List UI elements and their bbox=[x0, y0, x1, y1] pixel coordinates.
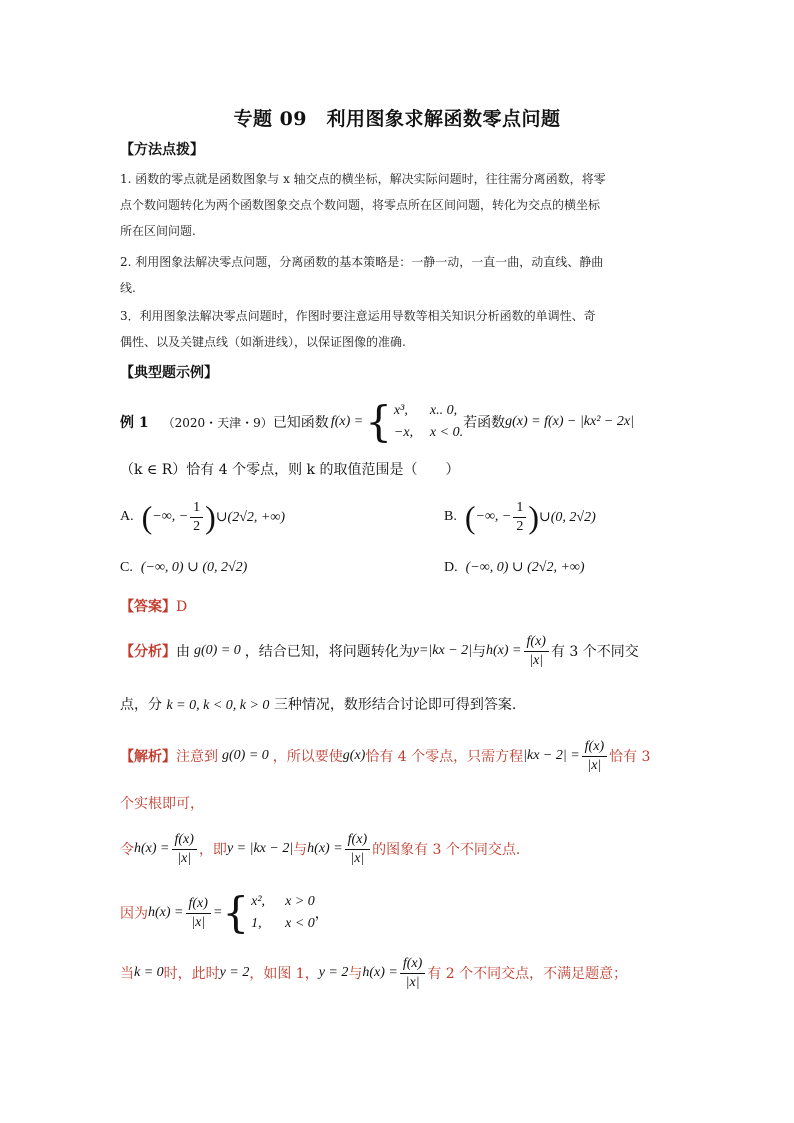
option-a-part2: ∪(2√2, +∞) bbox=[215, 509, 285, 525]
case2-cond: x < 0. bbox=[429, 425, 464, 440]
piecewise-cases bbox=[394, 400, 463, 444]
analysis-line2 bbox=[120, 694, 516, 714]
solution-l5-t2: 时，此时 bbox=[163, 966, 220, 982]
left-brace-2: { bbox=[222, 888, 250, 937]
solution-l5-m1: k = 0 bbox=[134, 965, 164, 980]
method-p3-line2: 偶性、以及关键点线（如渐进线），以保证图像的准确. bbox=[120, 335, 406, 349]
h-piecewise-cases bbox=[251, 891, 315, 935]
solution-l4-tail: ， bbox=[314, 906, 329, 922]
option-d-label: D. bbox=[444, 560, 458, 575]
solution-l4-m1: h(x) = bbox=[148, 905, 184, 920]
option-b: B. ( −∞, − $\frac{1}{2}$ ) ∪(0, 2√2) bbox=[444, 499, 596, 535]
solution-l3-t3: 与 bbox=[293, 842, 308, 858]
option-c bbox=[120, 559, 247, 576]
solution-t4: 恰有 3 bbox=[609, 749, 651, 765]
solution-label: 【解析】 bbox=[120, 749, 176, 765]
method-p2-line1: 2. 利用图象法解决零点问题，分离函数的基本策略是：一静一动，一直一曲，动直线、静曲 bbox=[120, 255, 604, 269]
option-b-num: 1 bbox=[513, 499, 526, 518]
example-1-statement bbox=[120, 397, 634, 447]
example-text-1: 已知函数 bbox=[272, 415, 329, 431]
h-case1-expr: x², bbox=[251, 894, 266, 909]
solution-l3-m3: h(x) = bbox=[307, 841, 343, 856]
h-case2-cond: x < 0 bbox=[285, 916, 315, 931]
example-text-2: 若函数 bbox=[463, 415, 506, 431]
solution-l3-den: |x| bbox=[177, 850, 192, 866]
analysis-line2-a: 点，分 bbox=[120, 697, 162, 713]
answer-line bbox=[120, 596, 187, 616]
example-label: 例 1 bbox=[120, 415, 149, 431]
section-heading-example: 【典型题示例】 bbox=[120, 365, 218, 381]
solution-l3-num: f(x) bbox=[172, 831, 197, 850]
solution-l3-t1: 令 bbox=[120, 842, 134, 858]
option-a-num: 1 bbox=[190, 499, 203, 518]
solution-l4-eq: = bbox=[212, 905, 223, 920]
analysis-label: 【分析】 bbox=[120, 644, 176, 660]
method-p2-line2: 线. bbox=[120, 281, 136, 295]
option-c-value: (−∞, 0) ∪ (0, 2√2) bbox=[140, 560, 248, 575]
case1-cond: x.. 0, bbox=[429, 403, 458, 418]
fx-definition: f(x) = bbox=[330, 414, 364, 429]
analysis-t1: 由 bbox=[176, 644, 190, 660]
solution-l5-m2: y = 2 bbox=[219, 965, 250, 980]
option-a-part1: −∞, − bbox=[152, 509, 189, 524]
option-a-label: A. bbox=[120, 509, 134, 524]
solution-den: |x| bbox=[587, 757, 602, 773]
answer-label: 【答案】 bbox=[120, 599, 176, 615]
analysis-m3: h(x) = bbox=[486, 643, 522, 658]
solution-t3: 恰有 4 个零点，只需方程 bbox=[365, 749, 524, 765]
left-brace: { bbox=[365, 397, 392, 446]
analysis-line1 bbox=[120, 628, 639, 674]
case2-expr: −x, bbox=[393, 425, 414, 440]
analysis-num: f(x) bbox=[524, 633, 549, 652]
analysis-den: |x| bbox=[529, 652, 544, 668]
solution-line2: 个实根即可， bbox=[120, 796, 204, 812]
option-a-den: 2 bbox=[193, 518, 201, 534]
solution-l5-t4: 与 bbox=[348, 966, 363, 982]
gx-definition: g(x) = f(x) − |kx² − 2x| bbox=[505, 414, 634, 429]
solution-l3-m1: h(x) = bbox=[134, 841, 170, 856]
option-a: A. ( −∞, − $\frac{1}{2}$ ) ∪(2√2, +∞) bbox=[120, 499, 285, 535]
analysis-m2: y=|kx − 2| bbox=[412, 643, 473, 658]
solution-l5-t3: ，如图 1， bbox=[249, 966, 319, 982]
solution-l5-den: |x| bbox=[405, 974, 420, 990]
solution-m1: g(0) = 0 bbox=[222, 748, 269, 763]
example-source: （2020・天津・9） bbox=[162, 415, 273, 430]
solution-t1: 注意到 bbox=[176, 749, 218, 765]
option-b-part2: ∪(0, 2√2) bbox=[539, 509, 596, 525]
solution-l4-t1: 因为 bbox=[120, 906, 148, 922]
solution-l5-num: f(x) bbox=[400, 955, 425, 974]
option-c-label: C. bbox=[120, 560, 133, 575]
analysis-t4: 有 3 个不同交 bbox=[550, 644, 639, 660]
option-b-label: B. bbox=[444, 509, 457, 524]
solution-m3: |kx − 2| = bbox=[523, 748, 580, 763]
h-case2-expr: 1, bbox=[251, 916, 262, 931]
case1-expr: x³, bbox=[393, 403, 408, 418]
solution-line3 bbox=[120, 826, 520, 872]
solution-l3-num2: f(x) bbox=[345, 831, 370, 850]
solution-l5-t5: 有 2 个不同交点，不满足题意； bbox=[427, 966, 628, 982]
method-p1-line2: 点个数问题转化为两个函数图象交点个数问题，将零点所在区间问题，转化为交点的横坐标 bbox=[120, 198, 601, 212]
analysis-m1: g(0) = 0 bbox=[194, 643, 241, 658]
analysis-line2-b: 三种情况，数形结合讨论即可得到答案. bbox=[273, 697, 517, 713]
solution-num: f(x) bbox=[582, 738, 607, 757]
option-b-part1: −∞, − bbox=[475, 509, 512, 524]
solution-l3-m2: y = |kx − 2| bbox=[226, 841, 294, 856]
solution-t2: ，所以要使 bbox=[272, 749, 343, 765]
analysis-t3: 与 bbox=[472, 644, 487, 660]
method-p1-line1: 1. 函数的零点就是函数图象与 x 轴交点的横坐标，解决实际问题时，往往需分离函数，将零 bbox=[120, 172, 606, 186]
option-b-den: 2 bbox=[516, 518, 524, 534]
answer-value: D bbox=[176, 599, 188, 615]
solution-l4-den: |x| bbox=[191, 914, 206, 930]
option-d bbox=[444, 559, 585, 576]
section-heading-method: 【方法点拨】 bbox=[120, 142, 204, 158]
example-1-line2: （k ∈ R）恰有 4 个零点，则 k 的取值范围是（ ） bbox=[120, 462, 460, 478]
solution-l3-den2: |x| bbox=[350, 850, 365, 866]
solution-line4 bbox=[120, 888, 329, 938]
solution-l5-t1: 当 bbox=[120, 966, 134, 982]
solution-l4-num: f(x) bbox=[186, 895, 211, 914]
method-p3-line1: 3．利用图象法解决零点问题时，作图时要注意运用导数等相关知识分析函数的单调性、奇 bbox=[120, 309, 596, 323]
solution-line5 bbox=[120, 950, 627, 996]
solution-l5-m3: y = 2 bbox=[318, 965, 349, 980]
solution-l3-t4: 的图象有 3 个不同交点. bbox=[372, 842, 521, 858]
page-title: 专题 09 利用图象求解函数零点问题 bbox=[233, 108, 561, 130]
solution-l5-m4: h(x) = bbox=[362, 965, 398, 980]
h-case1-cond: x > 0 bbox=[285, 894, 315, 909]
analysis-line2-m: k = 0, k < 0, k > 0 bbox=[166, 698, 270, 713]
option-d-value: (−∞, 0) ∪ (2√2, +∞) bbox=[465, 560, 585, 575]
solution-m2: g(x) bbox=[342, 748, 366, 763]
solution-line1 bbox=[120, 733, 650, 779]
method-p1-line3: 所在区间问题. bbox=[120, 224, 196, 238]
analysis-t2: ，结合已知，将问题转化为 bbox=[244, 644, 413, 660]
solution-l3-t2: ，即 bbox=[198, 842, 227, 858]
